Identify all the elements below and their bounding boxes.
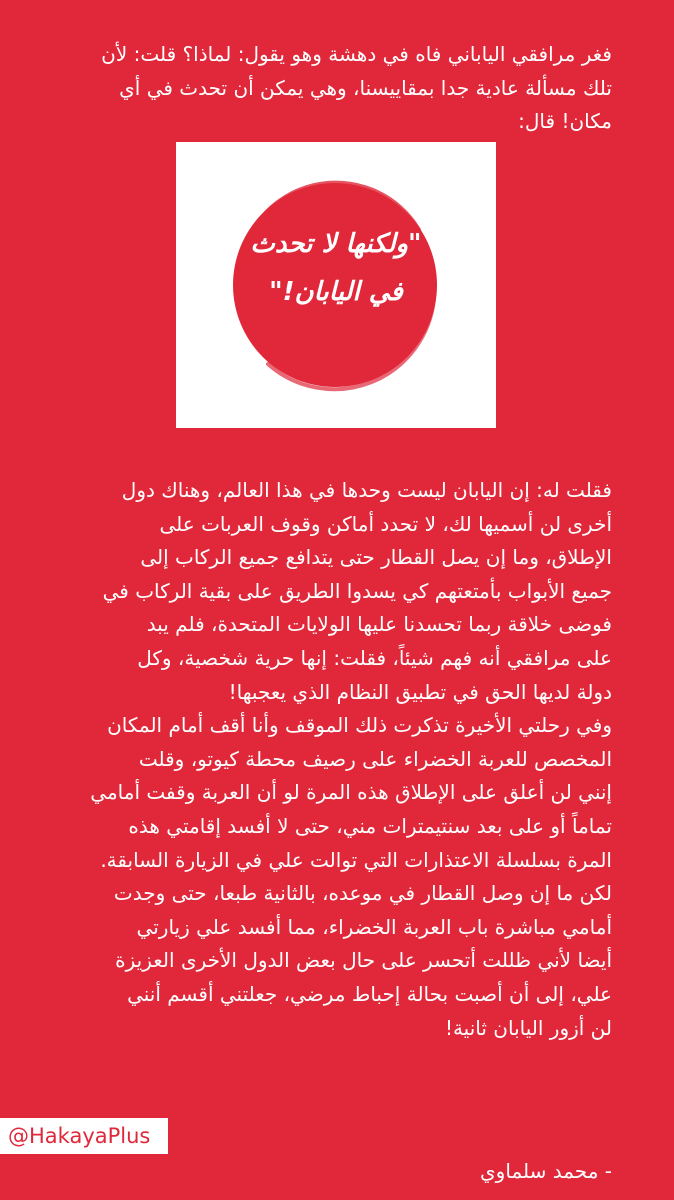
- text-line: لن أزور اليابان ثانية!: [444, 1015, 612, 1040]
- text-line: الإطلاق، وما إن يصل القطار حتى يتدافع جميع الركاب إلى: [140, 545, 612, 570]
- quote-text: [176, 220, 496, 316]
- text-line: وفي رحلتي الأخيرة تذكرت ذلك الموقف وأنا أقف أمام المكان: [107, 713, 612, 738]
- text-line: فقلت له: إن اليابان ليست وحدها في هذا العالم، وهناك دول: [121, 478, 612, 502]
- text-line: علي، إلى أن أصبت بحالة إحباط مرضي، جعلتني أقسم أنني: [127, 981, 612, 1006]
- text-line: إنني لن أعلق على الإطلاق هذه المرة لو أن العربة وقفت أمامي: [90, 780, 612, 805]
- text-line: تلك مسألة عادية جدا بمقاييسنا، وهي يمكن أن تحدث في أي: [119, 75, 612, 100]
- text-line: تماماً أو على بعد سنتيمترات مني، حتى لا أفسد إقامتي هذه: [128, 813, 612, 838]
- quote-line: في اليابان!": [269, 277, 403, 307]
- text-line: المرة بسلسلة الاعتذارات التي توالت علي في الزيارة السابقة.: [100, 847, 612, 872]
- text-line: فغر مرافقي الياباني فاه في دهشة وهو يقول: لماذا؟ قلت: لأن: [101, 42, 612, 66]
- text-line: المخصص للعربة الخضراء على رصيف محطة كيوتو، وقلت: [138, 746, 612, 771]
- text-line: جميع الأبواب بأمتعتهم كي يسدوا الطريق على بقية الركاب في: [102, 578, 612, 603]
- text-line: دولة لديها الحق في تطبيق النظام الذي يعجبها!: [228, 679, 612, 704]
- text-line: أمامي مباشرة باب العربة الخضراء، مما أفسد علي زيارتي: [136, 914, 612, 939]
- intro-paragraph: [60, 38, 612, 139]
- body-paragraph: [60, 474, 612, 1045]
- text-line: أيضا لأني ظللت أتحسر على حال بعض الدول الأخرى العزيزة: [115, 948, 612, 973]
- text-line: لكن ما إن وصل القطار في موعده، بالثانية طبعا، حتى وجدت: [113, 881, 612, 906]
- text-line: فوضى خلاقة ربما تحسدنا عليها الولايات المتحدة، فلم يبد: [146, 612, 612, 637]
- social-handle: @HakayaPlus: [0, 1118, 168, 1154]
- text-line: على مرافقي أنه فهم شيئاً، فقلت: إنها حرية شخصية، وكل: [137, 645, 612, 670]
- quote-line: "ولكنها لا تحدث: [250, 229, 422, 259]
- author-name: - محمد سلماوي: [480, 1159, 612, 1183]
- text-line: أخرى لن أسميها لك، لا تحدد أماكن وقوف العربات على: [159, 511, 612, 536]
- text-line: مكان! قال:: [518, 109, 612, 134]
- quote-card: [176, 142, 496, 428]
